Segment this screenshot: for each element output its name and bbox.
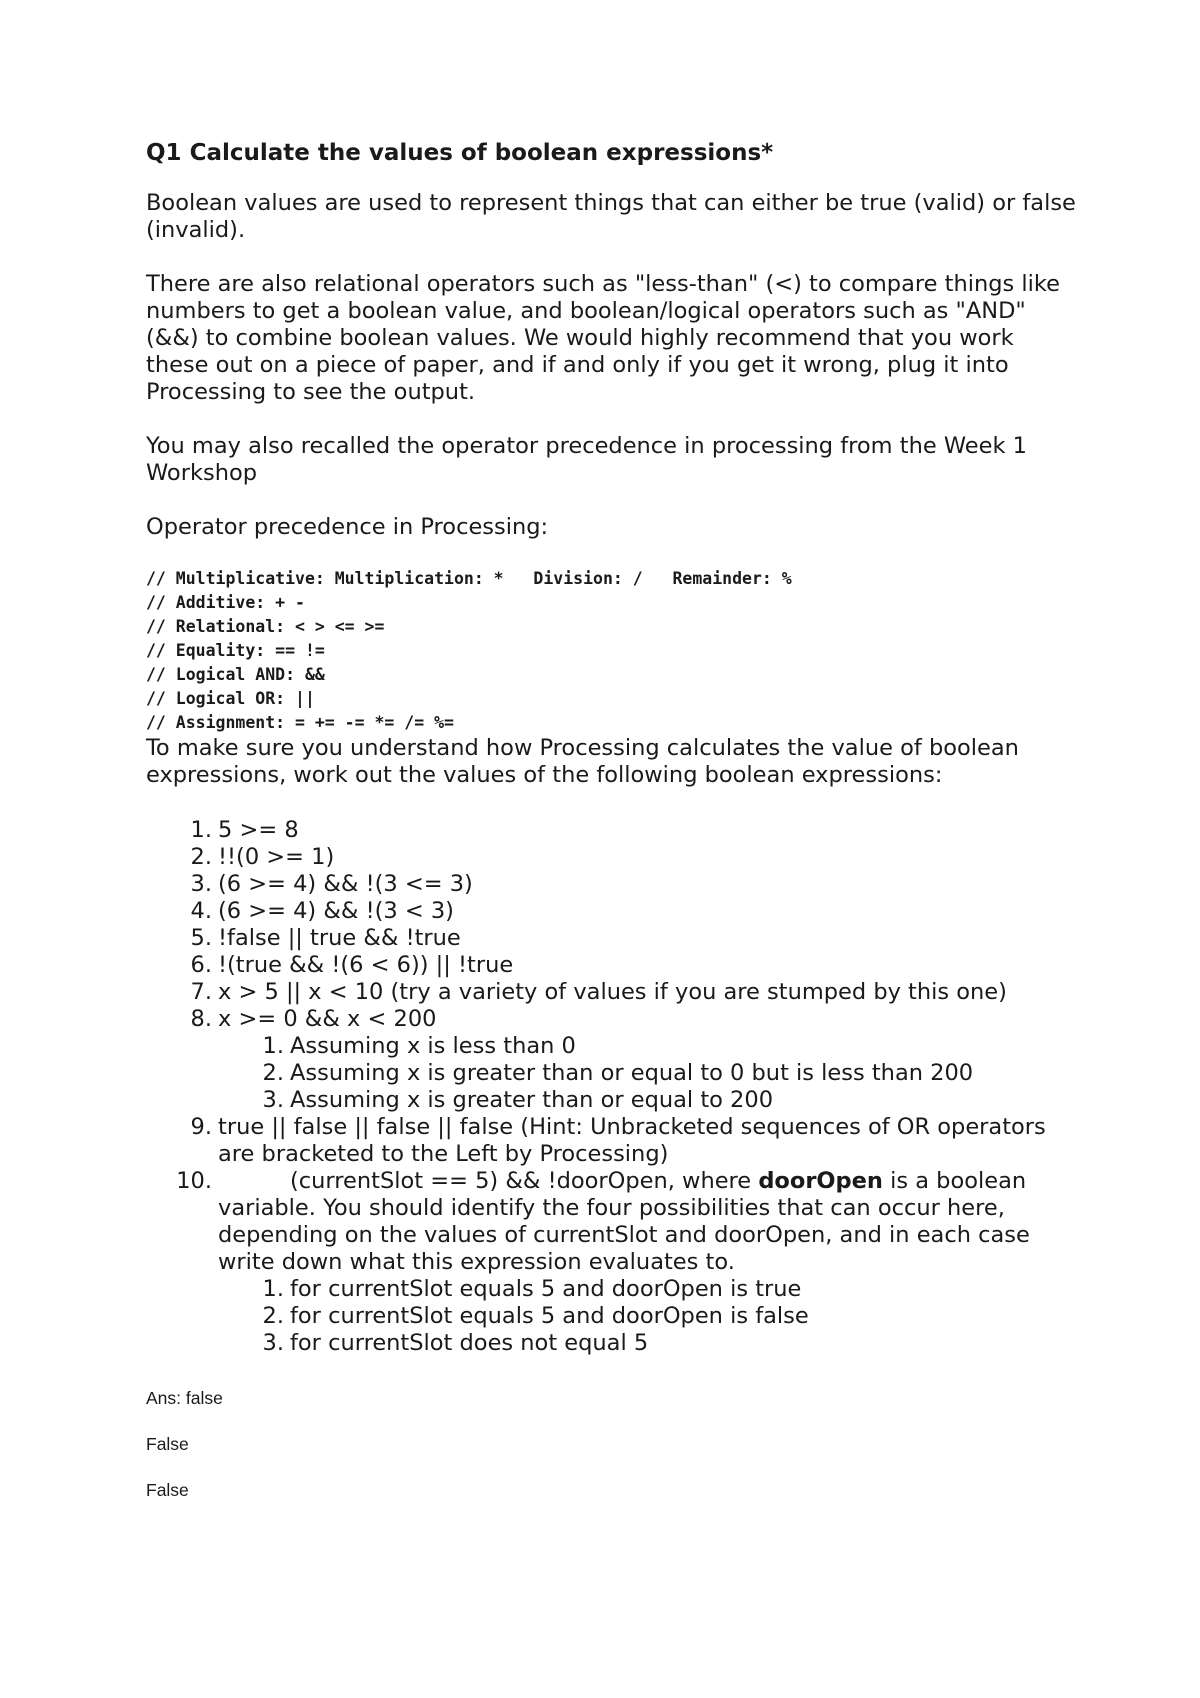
code-line: // Multiplicative: Multiplication: * Division: / Remainder: % — [146, 569, 792, 588]
instructions-paragraph: To make sure you understand how Processing calculates the value of boolean expressions, work out the values of the following boolean expressions: — [146, 735, 1019, 788]
sub-list-item: 3. for currentSlot does not equal 5 — [262, 1330, 649, 1356]
expression-text: !(true && !(6 < 6)) || !true — [218, 952, 514, 978]
list-item: 4. (6 >= 4) && !(3 < 3) — [146, 898, 1076, 925]
answer-line: False — [146, 1434, 189, 1454]
sub-list-item: 2. for currentSlot equals 5 and doorOpen is false — [262, 1303, 809, 1329]
sub-list-item: 2. Assuming x is greater than or equal to 0 but is less than 200 — [262, 1060, 974, 1086]
code-line: // Equality: == != — [146, 641, 325, 660]
expression-text: !false || true && !true — [218, 925, 461, 951]
operators-paragraph: There are also relational operators such as "less-than" (<) to compare things like numbers to get a boolean value, and boolean/logical operators such as "AND" (&&) to combine boolean values. We would highly recommend that you work these out on a piece of paper, and if and only if you get it wrong, plug it into Processing to see the output. — [146, 271, 1060, 405]
question-heading: Q1 Calculate the values of boolean expressions* — [146, 140, 774, 166]
sub-list-item: 1. for currentSlot equals 5 and doorOpen is true — [262, 1276, 802, 1302]
expression-text: (currentSlot == 5) && !doorOpen, where doorOpen is a boolean variable. You should identify the four possibilities that can occur here, depending on the values of currentSlot and doorOpen, and in each case write down what this expression evaluates to. — [218, 1168, 1030, 1275]
expression-text: !!(0 >= 1) — [218, 844, 335, 870]
precedence-code-block — [146, 567, 1076, 735]
sub-list — [146, 1276, 1076, 1357]
answer-line: Ans: false — [146, 1388, 223, 1408]
code-line: // Assignment: = += -= *= /= %= — [146, 713, 454, 732]
expression-text: 5 >= 8 — [218, 817, 299, 843]
sub-list-item: 1. Assuming x is less than 0 — [262, 1033, 576, 1059]
expression-text: x >= 0 && x < 200 — [218, 1006, 437, 1032]
expression-text: (6 >= 4) && !(3 < 3) — [218, 898, 454, 924]
document-page — [146, 140, 1076, 1501]
list-item: 5. !false || true && !true — [146, 925, 1076, 952]
code-line: // Logical AND: && — [146, 665, 325, 684]
list-item: 10. (currentSlot == 5) && !doorOpen, where doorOpen is a boolean variable. You should identify the four possibilities that can occur here, depending on the values of currentSlot and doorOpen, and in each case write down what this expression evaluates to. — [146, 1168, 1076, 1276]
list-item: 1. 5 >= 8 — [146, 817, 1076, 844]
list-item: 6. !(true && !(6 < 6)) || !true — [146, 952, 1076, 979]
variable-name: doorOpen — [758, 1168, 883, 1194]
answer-line: False — [146, 1480, 189, 1500]
list-item: 2. !!(0 >= 1) — [146, 844, 1076, 871]
code-line: // Additive: + - — [146, 593, 305, 612]
code-line: // Relational: < > <= >= — [146, 617, 385, 636]
list-item: 7. x > 5 || x < 10 (try a variety of values if you are stumped by this one) — [146, 979, 1076, 1006]
list-item: 3. (6 >= 4) && !(3 <= 3) — [146, 871, 1076, 898]
sub-list-item: 3. Assuming x is greater than or equal to 200 — [262, 1087, 774, 1113]
list-item: 9. true || false || false || false (Hint: Unbracketed sequences of OR operators are bracketed to the Left by Processing) — [146, 1114, 1076, 1168]
sub-list — [146, 1033, 1076, 1114]
precedence-recall-paragraph: You may also recalled the operator precedence in processing from the Week 1 Workshop — [146, 433, 1027, 486]
list-item: 8. x >= 0 && x < 200 — [146, 1006, 1076, 1033]
expression-text: x > 5 || x < 10 (try a variety of values if you are stumped by this one) — [218, 979, 1007, 1005]
expression-text: (6 >= 4) && !(3 <= 3) — [218, 871, 473, 897]
expression-text: true || false || false || false (Hint: Unbracketed sequences of OR operators are bracketed to the Left by Processing) — [218, 1114, 1046, 1167]
code-line: // Logical OR: || — [146, 689, 315, 708]
precedence-title: Operator precedence in Processing: — [146, 514, 549, 540]
intro-paragraph: Boolean values are used to represent things that can either be true (valid) or false (invalid). — [146, 190, 1076, 243]
expression-list — [146, 817, 1076, 1357]
